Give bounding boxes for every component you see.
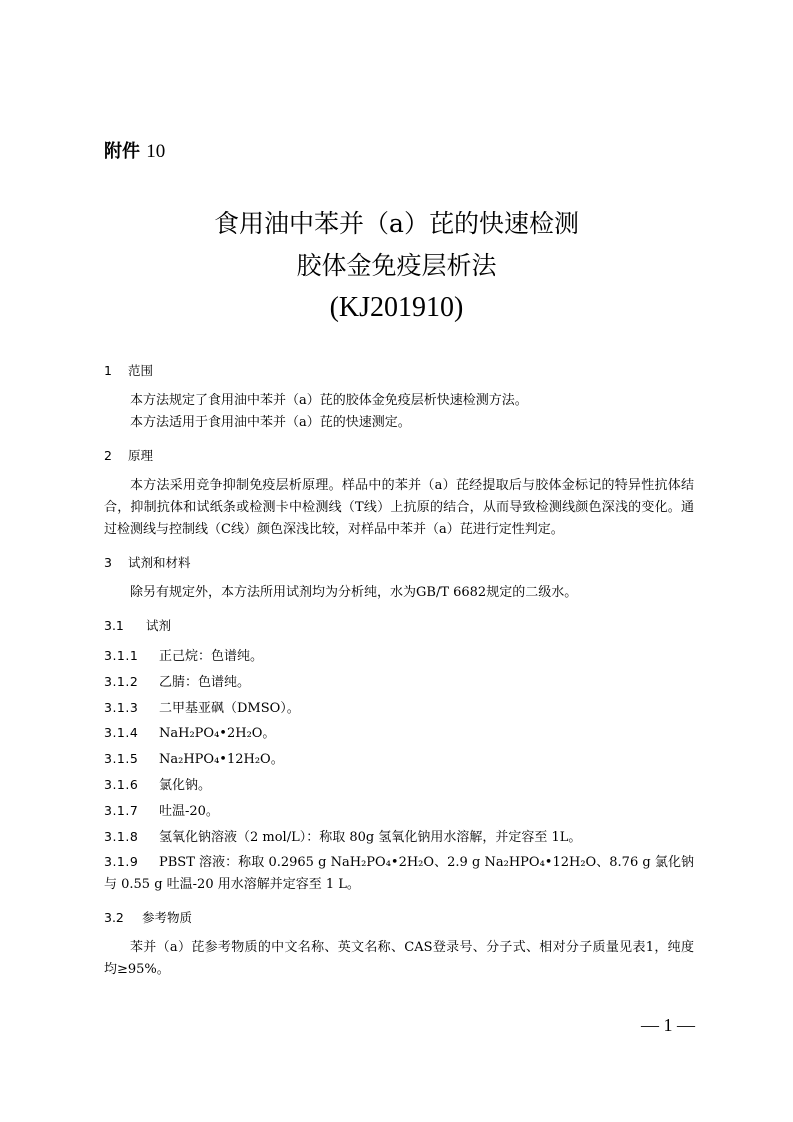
reagents-intro-paragraph: 除另有规定外，本方法所用试剂均为分析纯，水为GB/T 6682规定的二级水。 xyxy=(130,585,578,600)
item-text: PBST 溶液：称取 0.2965 g NaH₂PO₄•2H₂O、2.9 g Na₂HPO₄•12H₂O、8.76 g 氯化钠与 0.55 g 吐温-20 用水溶解并定容至 1 L。 xyxy=(104,855,694,893)
title-code: (KJ201910) xyxy=(329,292,464,323)
reagent-item xyxy=(104,748,694,771)
item-number: 3.1.1 xyxy=(104,648,139,663)
title-line-2: 胶体金免疫层析法 xyxy=(296,251,497,280)
section-title: 范围 xyxy=(127,363,153,378)
item-number: 3.1.7 xyxy=(104,802,139,818)
item-text: 吐温-20。 xyxy=(159,803,219,819)
reagent-item xyxy=(104,774,694,797)
section-3-heading xyxy=(104,552,694,574)
item-number: 3.1.3 xyxy=(104,699,139,715)
item-text: 氯化钠。 xyxy=(159,777,212,793)
reagent-item xyxy=(104,671,694,694)
reagent-item xyxy=(104,826,694,849)
item-number: 3.1.2 xyxy=(104,673,139,689)
item-number: 3.1.4 xyxy=(104,725,139,741)
item-text: 正己烷：色谱纯。 xyxy=(159,649,264,664)
section-title: 原理 xyxy=(127,448,153,463)
section-number: 3 xyxy=(104,555,112,570)
section-1-heading xyxy=(104,360,694,382)
page-number: — 1 — xyxy=(641,1015,695,1035)
item-text: 乙腈：色谱纯。 xyxy=(159,674,251,690)
item-number: 3.1.5 xyxy=(104,751,139,767)
item-text: 氢氧化钠溶液（2 mol/L）：称取 80g 氢氧化钠用水溶解，并定容至 1L。 xyxy=(159,829,582,845)
principle-paragraph: 本方法采用竞争抑制免疫层析原理。样品中的苯并（a）芘经提取后与胶体金标记的特异性抗体结合，抑制抗体和试纸条或检测卡中检测线（T线）上抗原的结合，从而导致检测线颜色深浅的变化。通过检测线与控制线（C线）颜色深浅比较，对样品中苯并（a）芘进行定性判定。 xyxy=(104,478,694,537)
section-number: 2 xyxy=(104,448,112,463)
item-number: 3.1.6 xyxy=(104,776,139,792)
reagent-item xyxy=(104,645,694,668)
item-text: 二甲基亚砜（DMSO）。 xyxy=(159,700,300,716)
section-2-heading xyxy=(104,445,694,467)
reagent-item xyxy=(104,851,694,896)
scope-paragraph-2: 本方法适用于食用油中苯并（a）芘的快速测定。 xyxy=(130,415,411,430)
item-text: Na₂HPO₄•12H₂O。 xyxy=(159,752,284,768)
attachment-label xyxy=(104,140,165,164)
section-number: 3.2 xyxy=(104,910,124,926)
section-title: 试剂和材料 xyxy=(127,555,191,570)
section-title: 试剂 xyxy=(145,618,171,633)
section-3-1-heading xyxy=(104,615,694,637)
section-number: 1 xyxy=(104,363,112,378)
reference-material-paragraph: 苯并（a）芘参考物质的中文名称、英文名称、CAS登录号、分子式、相对分子质量见表1，纯度均≥95%。 xyxy=(104,940,694,978)
section-3-2-heading xyxy=(104,907,694,929)
item-number: 3.1.8 xyxy=(104,828,139,844)
document-title xyxy=(104,203,689,329)
section-title: 参考物质 xyxy=(141,910,192,926)
attachment-number: 10 xyxy=(146,141,166,162)
reagent-item xyxy=(104,722,694,745)
reagent-item xyxy=(104,800,694,823)
item-text: NaH₂PO₄•2H₂O。 xyxy=(159,726,276,742)
attachment-word: 附件 xyxy=(104,141,140,162)
reagent-item xyxy=(104,697,694,720)
section-number: 3.1 xyxy=(104,618,124,633)
scope-paragraph-1: 本方法规定了食用油中苯并（a）芘的胶体金免疫层析快速检测方法。 xyxy=(130,393,528,408)
title-line-1: 食用油中苯并（a）芘的快速检测 xyxy=(214,209,579,238)
item-number: 3.1.9 xyxy=(104,854,139,870)
document-body xyxy=(104,360,694,981)
